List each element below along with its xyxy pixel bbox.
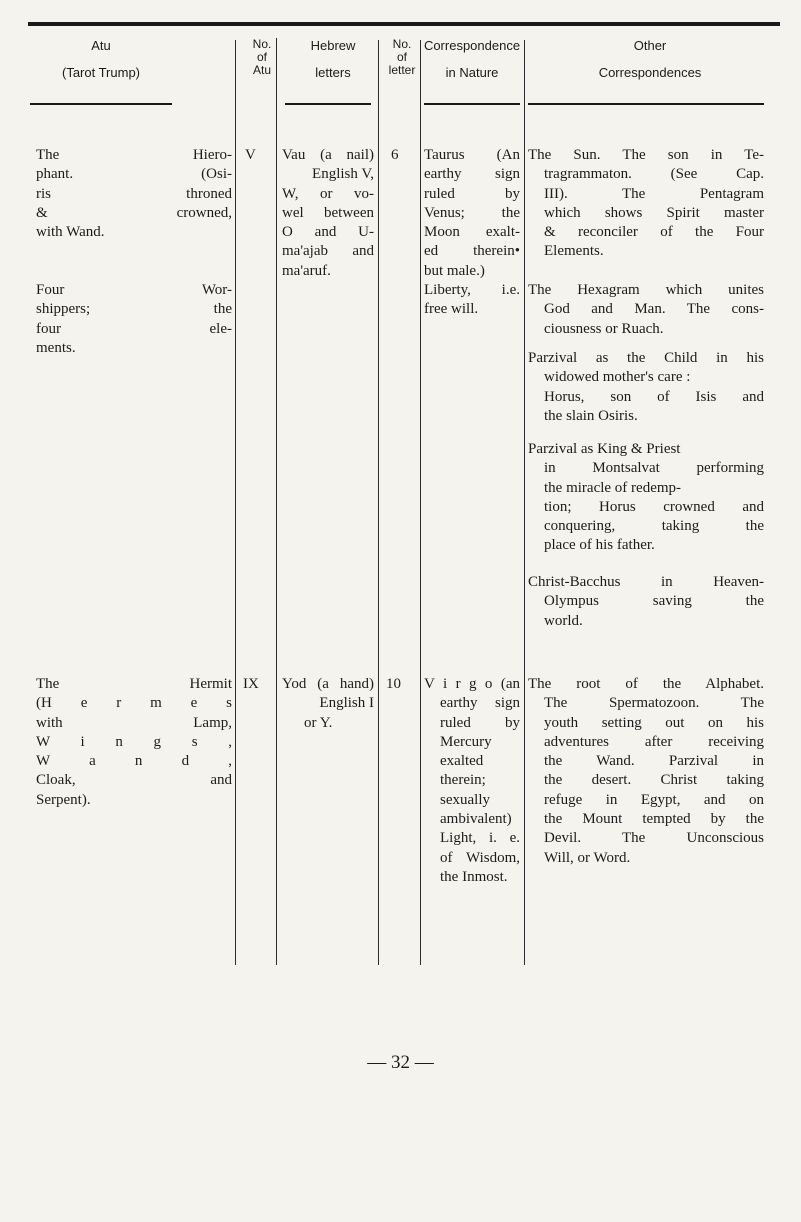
header-atu-line2: (Tarot Trump) bbox=[61, 65, 140, 80]
text-line: ciousness or Ruach. bbox=[544, 320, 664, 337]
text-line: earthy sign bbox=[424, 166, 520, 183]
text-line: four ele- bbox=[36, 320, 232, 337]
text-line: shippers; the bbox=[36, 301, 232, 318]
text-line: Devil. The Unconscious bbox=[544, 830, 764, 847]
header-no-atu-line1: No. bbox=[252, 37, 272, 51]
text-line: The root of the Alphabet. bbox=[528, 676, 764, 692]
atu-ix-hermit bbox=[36, 675, 232, 810]
header-no-atu-line3: Atu bbox=[252, 63, 271, 77]
text-line: English V, bbox=[312, 166, 374, 183]
text-line: ed therein• bbox=[424, 243, 520, 260]
letter-number-6: 6 bbox=[391, 147, 399, 163]
other-christ-bacchus bbox=[528, 573, 764, 631]
column-divider bbox=[378, 40, 379, 965]
text-line: Vau (a nail) bbox=[282, 147, 374, 163]
column-divider bbox=[276, 38, 277, 965]
text-line: The Hiero- bbox=[36, 147, 232, 163]
text-line: Olympus saving the bbox=[544, 593, 764, 610]
text-line: ambivalent) bbox=[440, 811, 512, 828]
text-line: adventures after receiving bbox=[544, 733, 764, 750]
other-hexagram bbox=[528, 281, 764, 339]
header-corr-line1: Correspondence bbox=[423, 38, 521, 53]
column-divider bbox=[235, 40, 236, 965]
header-rule-hebrew bbox=[285, 103, 371, 105]
header-rule-atu bbox=[30, 103, 172, 105]
text-line: conquering, taking the bbox=[544, 518, 764, 535]
text-line: V i r g o (an bbox=[424, 676, 520, 692]
header-other-line2: Correspondences bbox=[598, 65, 702, 80]
header-no-atu-line2: of bbox=[256, 50, 267, 64]
text-line: refuge in Egypt, and on bbox=[544, 791, 764, 808]
text-line: tragrammaton. (See Cap. bbox=[544, 166, 764, 183]
text-line: III). The Pentagram bbox=[544, 185, 764, 202]
header-no-letter-line1: No. bbox=[392, 37, 412, 51]
text-line: Moon exalt- bbox=[424, 224, 520, 241]
text-line: God and Man. The cons- bbox=[544, 301, 764, 318]
text-line: ruled by bbox=[424, 185, 520, 202]
text-line: wel between bbox=[282, 204, 374, 221]
text-line: the Inmost. bbox=[440, 868, 508, 885]
header-atu bbox=[28, 38, 174, 80]
text-line: Light, i. e. bbox=[440, 830, 520, 847]
text-line: Parzival as the Child in his bbox=[528, 350, 764, 366]
header-no-letter-line2: of bbox=[396, 50, 407, 64]
atu-number-v: V bbox=[245, 147, 256, 163]
text-line: The Spermatozoon. The bbox=[544, 695, 764, 712]
text-line: The Sun. The son in Te- bbox=[528, 147, 764, 163]
header-no-letter bbox=[382, 38, 422, 77]
text-line: W, or vo- bbox=[282, 185, 374, 202]
other-sun-tetragrammaton bbox=[528, 146, 764, 262]
other-root-of-alphabet bbox=[528, 675, 764, 868]
text-line: ma'aruf. bbox=[282, 262, 331, 279]
text-line: ma'ajab and bbox=[282, 243, 374, 260]
text-line: widowed mother's care : bbox=[544, 369, 691, 386]
text-line: (H e r m e s bbox=[36, 695, 232, 712]
text-line: therein; bbox=[440, 772, 486, 789]
header-rule-other bbox=[528, 103, 764, 105]
text-line: Horus, son of Isis and bbox=[544, 388, 764, 405]
header-hebrew-line1: Hebrew bbox=[310, 38, 356, 53]
text-line: with Lamp, bbox=[36, 714, 232, 731]
text-line: world. bbox=[544, 612, 583, 629]
text-line: in Montsalvat performing bbox=[544, 460, 764, 477]
top-rule bbox=[28, 22, 780, 26]
text-line: ruled by bbox=[440, 714, 520, 731]
header-corr-line2: in Nature bbox=[445, 65, 499, 80]
column-divider bbox=[420, 40, 421, 965]
text-line: place of his father. bbox=[544, 537, 655, 554]
other-parzival-king bbox=[528, 440, 764, 556]
header-hebrew bbox=[292, 38, 374, 80]
text-line: Serpent). bbox=[36, 791, 91, 808]
text-line: which shows Spirit master bbox=[544, 204, 764, 221]
header-no-letter-line3: letter bbox=[388, 63, 416, 77]
page-number: — 32 — bbox=[367, 1052, 434, 1073]
text-line: ris throned bbox=[36, 185, 232, 202]
text-line: O and U- bbox=[282, 224, 374, 241]
nature-taurus bbox=[424, 146, 520, 320]
atu-v-four-worshippers bbox=[36, 281, 232, 358]
text-line: Four Wor- bbox=[36, 282, 232, 298]
text-line: Will, or Word. bbox=[544, 849, 631, 866]
text-line: the slain Osiris. bbox=[544, 407, 638, 424]
header-other-line1: Other bbox=[633, 38, 667, 53]
text-line: & reconciler of the Four bbox=[544, 224, 764, 241]
text-line: Liberty, i.e. bbox=[424, 282, 520, 299]
text-line: of Wisdom, bbox=[440, 849, 520, 866]
text-line: English I bbox=[319, 695, 374, 712]
other-parzival-child bbox=[528, 349, 764, 426]
text-line: Taurus (An bbox=[424, 147, 520, 163]
atu-v-description bbox=[36, 146, 232, 242]
text-line: sexually bbox=[440, 791, 490, 808]
header-other-correspondences bbox=[540, 38, 760, 80]
header-rule-nature bbox=[424, 103, 520, 105]
text-line: Parzival as King & Priest bbox=[528, 441, 681, 457]
text-line: tion; Horus crowned and bbox=[544, 498, 764, 515]
text-line: youth setting out on his bbox=[544, 714, 764, 731]
text-line: or Y. bbox=[304, 714, 333, 731]
text-line: earthy sign bbox=[440, 695, 520, 712]
text-line: & crowned, bbox=[36, 204, 232, 221]
column-divider bbox=[524, 40, 525, 965]
text-line: the desert. Christ taking bbox=[544, 772, 764, 789]
nature-virgo-body bbox=[424, 694, 520, 887]
text-line: The Hexagram which unites bbox=[528, 282, 764, 298]
text-line: Cloak, and bbox=[36, 772, 232, 789]
atu-number-ix: IX bbox=[243, 676, 259, 692]
text-line: the Mount tempted by the bbox=[544, 811, 764, 828]
text-line: Yod (a hand) bbox=[282, 676, 374, 692]
header-hebrew-line2: letters bbox=[315, 65, 351, 80]
text-line: free will. bbox=[424, 301, 479, 318]
text-line: W a n d , bbox=[36, 753, 232, 770]
nature-virgo bbox=[424, 675, 520, 887]
text-line: the Wand. Parzival in bbox=[544, 753, 764, 770]
text-line: Mercury bbox=[440, 733, 492, 750]
hebrew-letter-vau bbox=[282, 146, 374, 281]
text-line: phant. (Osi- bbox=[36, 166, 232, 183]
header-atu-line1: Atu bbox=[91, 38, 111, 53]
text-line: Christ-Bacchus in Heaven- bbox=[528, 574, 764, 590]
text-line: Venus; the bbox=[424, 204, 520, 221]
text-line: the miracle of redemp- bbox=[544, 479, 682, 496]
text-line: Elements. bbox=[544, 243, 604, 260]
text-line: but male.) bbox=[424, 262, 485, 279]
text-line: W i n g s , bbox=[36, 733, 232, 750]
text-line: The Hermit bbox=[36, 676, 232, 692]
text-line: with Wand. bbox=[36, 224, 105, 241]
header-correspondence-nature bbox=[420, 38, 524, 80]
text-line: ments. bbox=[36, 339, 76, 356]
letter-number-10: 10 bbox=[386, 676, 401, 692]
text-line: exalted bbox=[440, 753, 484, 770]
hebrew-letter-yod bbox=[282, 675, 374, 733]
header-no-atu bbox=[238, 38, 286, 77]
